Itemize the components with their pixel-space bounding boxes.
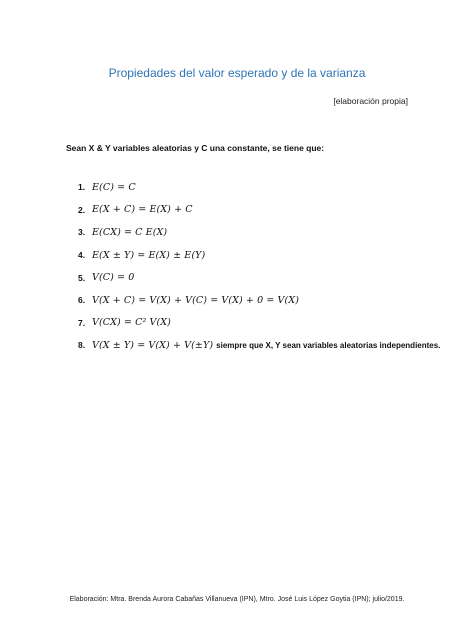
formula: E(C) = C xyxy=(92,181,136,193)
intro-text: Sean X & Y variables aleatorias y C una constante, se tiene que: xyxy=(66,143,325,153)
formula: V(C) = 0 xyxy=(92,272,135,284)
formula: E(CX) = C E(X) xyxy=(92,226,168,238)
item-number: 8. xyxy=(78,340,86,351)
formula: V(X ± Y) = V(X) + V(±Y) xyxy=(92,339,214,351)
list-item xyxy=(78,176,440,199)
list-item xyxy=(78,334,440,357)
formula: E(X ± Y) = E(X) ± E(Y) xyxy=(92,249,206,261)
list-item xyxy=(78,266,440,289)
item-number: 6. xyxy=(78,295,86,306)
footer-credits: Elaboración: Mtra. Brenda Aurora Cabañas Villanueva (IPN), Mtro. José Luis López Goytia (IPN); julio/2019. xyxy=(69,596,405,603)
item-number: 5. xyxy=(78,272,86,283)
item-number: 4. xyxy=(78,250,86,261)
list-item xyxy=(78,221,440,244)
credit-note: [elaboración propia] xyxy=(333,96,408,106)
list-item xyxy=(78,199,440,222)
item-number: 3. xyxy=(78,227,86,238)
properties-list xyxy=(78,176,440,357)
formula: E(X + C) = E(X) + C xyxy=(92,204,193,216)
item-number: 1. xyxy=(78,182,86,193)
item-note: siempre que X, Y sean variables aleatorias independientes. xyxy=(216,340,441,350)
list-item xyxy=(78,244,440,267)
list-item xyxy=(78,312,440,335)
item-number: 7. xyxy=(78,317,86,328)
formula: V(CX) = C² V(X) xyxy=(92,317,171,329)
formula: V(X + C) = V(X) + V(C) = V(X) + 0 = V(X) xyxy=(92,294,299,306)
document-title: Propiedades del valor esperado y de la varianza xyxy=(108,66,366,80)
list-item xyxy=(78,289,440,312)
item-number: 2. xyxy=(78,204,86,215)
